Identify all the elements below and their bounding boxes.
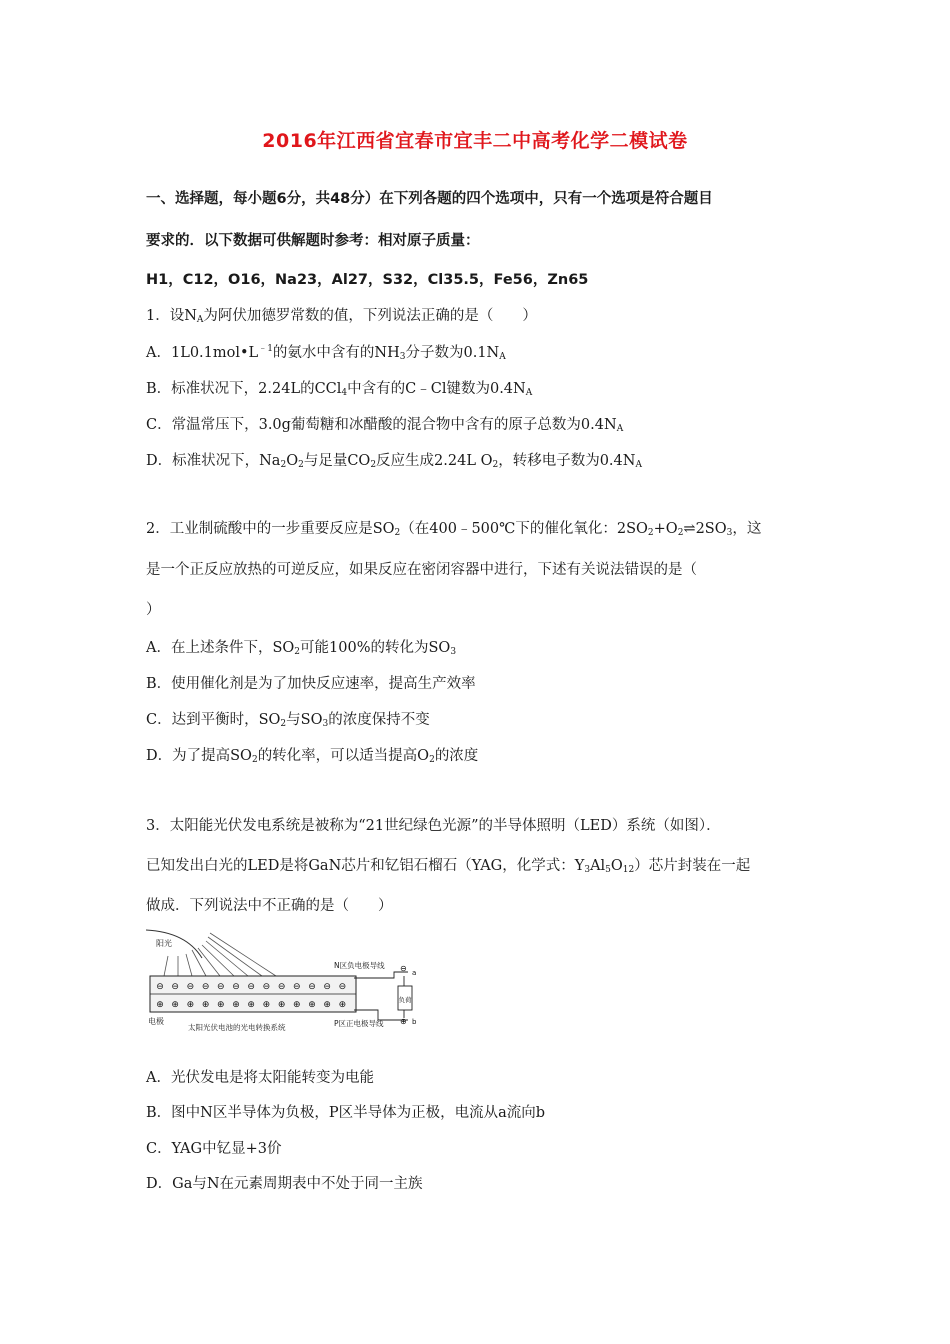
page-title: 2016年江西省宜春市宜丰二中高考化学二模试卷 [262, 130, 688, 152]
load-label: 负荷 [398, 996, 412, 1004]
solar-cell-diagram [146, 928, 422, 1032]
positive-charge: ⊕ [156, 1000, 164, 1010]
q3-option-b: B．图中N区半导体为负极，P区半导体为正极，电流从a流向b [146, 1105, 546, 1121]
q2-option-c: C．达到平衡时，$SO_2$与$SO_3$的浓度保持不变 [146, 712, 430, 729]
q1-option-c: C．常温常压下，3.0g葡萄糖和冰醋酸的混合物中含有的原子总数为$0.4N_A$ [146, 417, 624, 434]
positive-charge: ⊕ [186, 1000, 195, 1010]
negative-charge: ⊖ [186, 982, 195, 992]
positive-charge: ⊕ [277, 1000, 286, 1010]
negative-charge: ⊖ [217, 982, 225, 992]
q1-option-b: B．标准状况下，2.24L的CCl$_4$中含有的C﹣Cl键数为$0.4N_A$ [146, 381, 533, 398]
atomic-masses: H1，C12，O16，Na23，Al27，S32，Cl35.5，Fe56，Zn65 [146, 272, 589, 288]
q2-option-b: B．使用催化剂是为了加快反应速率，提高生产效率 [146, 676, 476, 692]
positive-charge: ⊕ [232, 1000, 240, 1010]
negative-charge: ⊖ [247, 982, 255, 992]
q2-stem-line2: 是一个正反应放热的可逆反应，如果反应在密闭容器中进行，下述有关说法错误的是（ [146, 562, 697, 578]
negative-charge: ⊖ [308, 982, 316, 992]
negative-charge: ⊖ [232, 982, 240, 992]
electrode-label: 电极 [148, 1017, 164, 1026]
negative-charge: ⊖ [338, 982, 347, 992]
sun-rays [164, 933, 276, 976]
q2-stem-line1: 2．工业制硫酸中的一步重要反应是$SO_2$（在400﹣500℃下的催化氧化：$2SO_2+O_2\rightleftharpoons 2SO_3$，这 [146, 521, 762, 538]
positive-charge: ⊕ [217, 1000, 225, 1010]
negative-charge: ⊖ [293, 982, 301, 992]
q3-stem-line3: 做成．下列说法中不正确的是（ ） [146, 898, 393, 914]
positive-charge: ⊕ [171, 1000, 179, 1010]
sun-label: 阳光 [156, 939, 172, 948]
positive-charge: ⊕ [262, 1000, 271, 1010]
positive-charge: ⊕ [308, 1000, 316, 1010]
p-terminal: ⊕ [400, 1017, 407, 1026]
q3-option-c: C．YAG中钇显+3价 [146, 1141, 282, 1157]
negative-charge: ⊖ [277, 982, 286, 992]
positive-charge: ⊕ [338, 1000, 347, 1010]
section-instructions-line1: 一、选择题，每小题6分，共48分）在下列各题的四个选项中，只有一个选项是符合题目 [146, 191, 713, 207]
q3-option-d: D．Ga与N在元素周期表中不处于同一主族 [146, 1176, 423, 1192]
q3-stem-line1: 3．太阳能光伏发电系统是被称为“21世纪绿色光源”的半导体照明（LED）系统（如图）． [146, 818, 721, 834]
positive-charge: ⊕ [293, 1000, 301, 1010]
negative-charge: ⊖ [262, 982, 271, 992]
positive-charge: ⊕ [201, 1000, 210, 1010]
n-wire-label: N区负电极导线 [334, 961, 385, 970]
q3-stem-line2: 已知发出白光的LED是将GaN芯片和钇铝石榴石（YAG，化学式：$Y_3Al_5O_{12}$）芯片封装在一起 [146, 858, 751, 875]
positive-charge: ⊕ [323, 1000, 331, 1010]
negative-charge: ⊖ [171, 982, 179, 992]
q3-option-a: A．光伏发电是将太阳能转变为电能 [146, 1070, 374, 1086]
q1-stem: 1．设$N_A$为阿伏加德罗常数的值，下列说法正确的是（ ） [146, 308, 537, 325]
negative-charge: ⊖ [156, 982, 164, 992]
n-terminal: ⊖ [400, 964, 407, 973]
terminal-b-label: b [412, 1018, 417, 1026]
q2-option-a: A．在上述条件下，$SO_2$可能100%的转化为$SO_3$ [146, 640, 457, 657]
section-instructions-line2: 要求的．以下数据可供解题时参考：相对原子质量： [146, 233, 480, 249]
terminal-a-label: a [412, 969, 417, 977]
q1-option-d: D．标准状况下，$Na_2O_2$与足量$CO_2$反应生成2.24L $O_2$，转移电子数为$0.4N_A$ [146, 453, 642, 470]
p-wire-label: P区正电极导线 [334, 1019, 384, 1028]
q2-stem-line3: ） [146, 602, 161, 618]
q1-option-a: A．$1L0.1mol•L^{﹣1}$的氨水中含有的$NH_3$分子数为$0.1N_A$ [146, 344, 506, 362]
negative-charge: ⊖ [323, 982, 331, 992]
figure-caption: 太阳光伏电池的光电转换系统 [188, 1023, 286, 1032]
negative-charge: ⊖ [201, 982, 210, 992]
q2-option-d: D．为了提高$SO_2$的转化率，可以适当提高$O_2$的浓度 [146, 748, 479, 765]
positive-charge: ⊕ [247, 1000, 255, 1010]
